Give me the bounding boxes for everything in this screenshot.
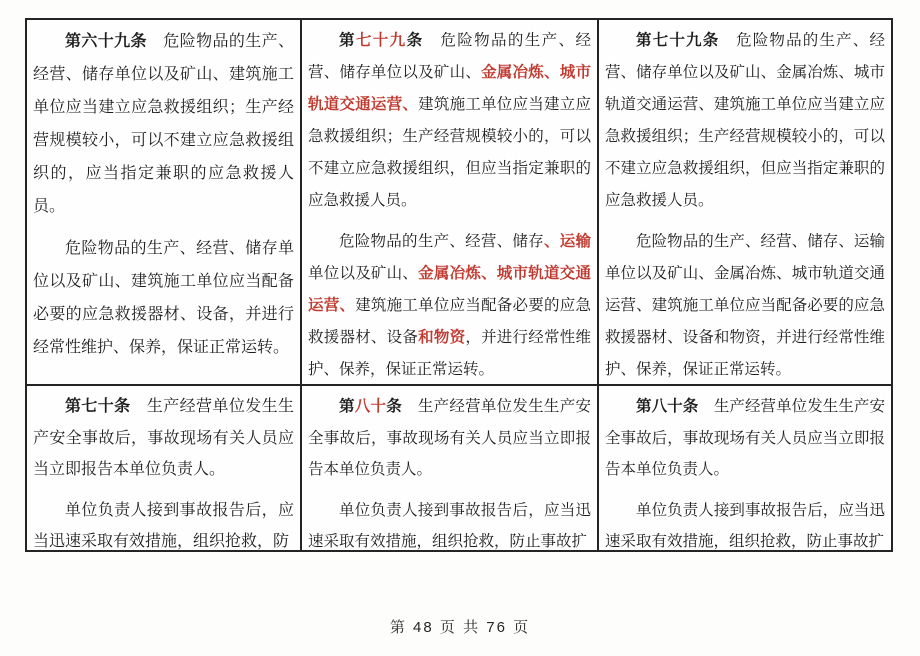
table-cell-r1c2 [300,20,597,384]
paragraph [605,391,885,486]
body-text: 生产经营单位发生生产安全事故后，事故现场有关人员应当立即报告本单位负责人。 [308,398,591,478]
table-cell-r2c3 [597,384,891,550]
law-comparison-table [25,18,893,552]
revision-highlight-text: 七十九 [355,32,407,49]
paragraph [308,25,591,217]
table-cell-r1c1 [27,20,300,384]
paragraph [308,391,591,486]
article-number-text: 第 [339,32,356,49]
body-text: 生产经营单位发生生产安全事故后，事故现场有关人员应当立即报告本单位负责人。 [33,398,294,478]
table-cell-r2c1 [27,384,300,550]
body-text: ，并进行经常性维护、保养，保证正常运转。 [308,329,591,378]
revision-highlight-text: 金属冶炼、城市轨道交通运营、 [308,64,591,113]
revision-highlight-text: 和物资 [418,329,466,346]
revision-highlight-text: 八十 [354,398,387,415]
paragraph [308,226,591,384]
paragraph [33,232,294,364]
paragraph [605,495,885,551]
revision-highlight-text: 金属冶炼、城市轨道交通运营、 [308,265,591,314]
body-text: 单位负责人接到事故报告后，应当迅速采取有效措施，组织抢救，防止事故扩 [605,501,885,550]
article-number-text: 条 [406,32,424,49]
body-text: 危险物品的生产、经营、储存单位以及矿山、建筑施工单位应当配备必要的应急救援器材、设备，并进行经常性维护、保养，保证正常运转。 [33,240,294,356]
paragraph [33,391,294,486]
table-cell-r1c3 [597,20,891,384]
body-text: 建筑施工单位应当建立应急救援组织；生产经营规模较小的，可以不建立应急救援组织，但应当指定兼职的应急救援人员。 [308,96,591,209]
body-text: 单位负责人接到事故报告后，应当迅速采取有效措施，组织抢救，防止事故扩 [308,501,591,550]
paragraph [33,495,294,551]
body-text: 危险物品的生产、经营、储存单位以及矿山、金属冶炼、城市轨道交通运营、建筑施工单位应当建立应急救援组织；生产经营规模较小的，可以不建立应急救援组织，但应当指定兼职的应急救援人员。 [605,32,885,209]
body-text: 危险物品的生产、经营、储存单位以及矿山、 [308,32,591,81]
body-text: 危险物品的生产、经营、储存、运输单位以及矿山、金属冶炼、城市轨道交通运营、建筑施工单位应当配备必要的应急救援器材、设备和物资，并进行经常性维护、保养，保证正常运转。 [605,233,885,378]
paragraph [308,495,591,551]
body-text: 单位负责人接到事故报告后，应当迅速采取有效措施，组织抢救，防 [33,501,294,550]
body-text: 危险物品的生产、经营、储存 [339,233,544,250]
body-text: 危险物品的生产、经营、储存单位以及矿山、建筑施工单位应当建立应急救援组织；生产经营规模较小，可以不建立应急救援组织的，应当指定兼职的应急救援人员。 [33,33,294,215]
article-number-text: 第八十条 [636,398,699,415]
article-number-text: 第六十九条 [65,33,147,50]
article-number-text: 第七十九条 [636,32,720,49]
body-text: 单位以及矿山、 [308,265,419,282]
paragraph [605,226,885,384]
page-number-indicator: 第 48 页 共 76 页 [389,619,531,636]
article-number-text: 条 [386,398,403,415]
body-text: 生产经营单位发生生产安全事故后，事故现场有关人员应当立即报告本单位负责人。 [605,398,885,478]
article-number-text: 第七十条 [65,398,131,415]
body-text: 建筑施工单位应当配备必要的应急救援器材、设备 [308,297,591,346]
article-number-text: 第 [339,398,355,415]
paragraph [605,25,885,217]
table-cell-r2c2 [300,384,597,550]
revision-highlight-text: 、运输 [543,233,591,250]
paragraph [33,25,294,223]
